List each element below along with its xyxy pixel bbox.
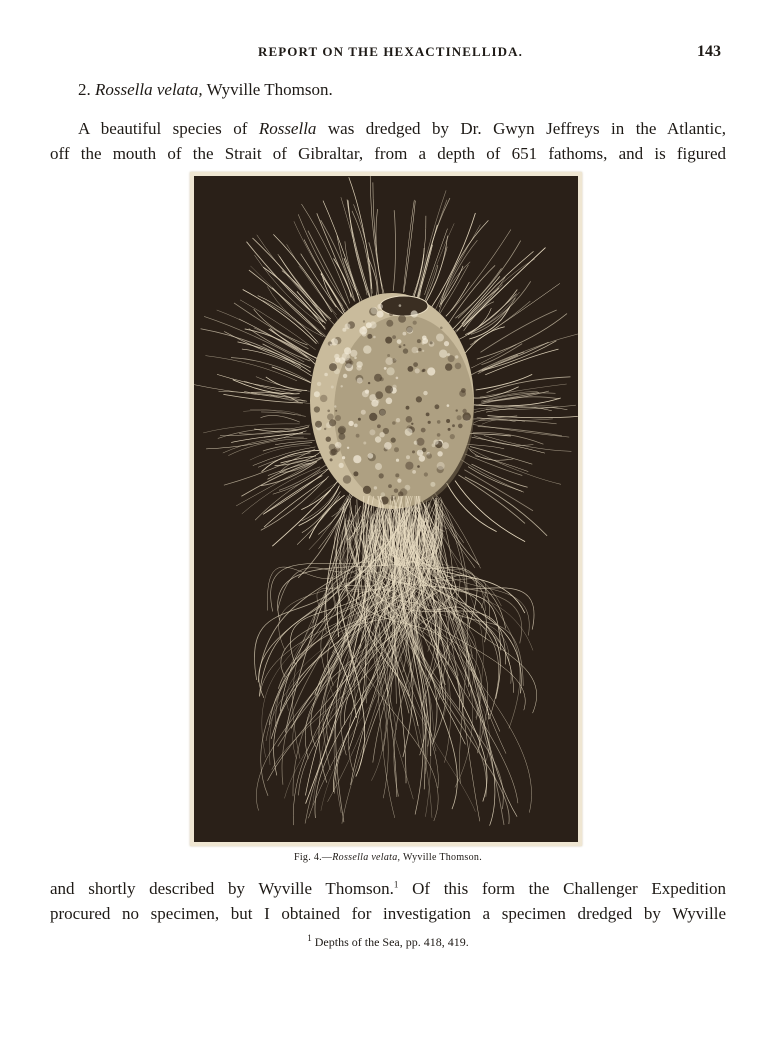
- species-heading: [78, 80, 333, 100]
- figure-caption: [0, 852, 776, 863]
- paragraph-line: procured no specimen, but I obtained for investigation a specimen dredged by Wyville: [50, 904, 726, 923]
- paragraph-continued: [50, 876, 726, 926]
- paragraph-intro: [50, 116, 726, 166]
- footnote: [0, 935, 776, 950]
- figure-rossella-velata: [190, 172, 582, 846]
- caption-species: Rossella velata,: [332, 852, 401, 863]
- caption-author: Wyville Thomson.: [402, 852, 482, 863]
- paragraph-line: off the mouth of the Strait of Gibraltar, from a depth of 651 fathoms, and is figured: [50, 144, 726, 163]
- caption-label: Fig. 4.—: [293, 852, 333, 863]
- running-head: [0, 40, 776, 68]
- text-run: Of this form the Challenger Expedition: [398, 879, 726, 898]
- text-run: and shortly described by Wyville Thomson.: [50, 879, 394, 898]
- species-author: Wyville Thomson.: [206, 80, 333, 99]
- species-name: Rossella velata,: [95, 80, 203, 99]
- running-title: REPORT ON THE HEXACTINELLIDA.: [258, 44, 524, 59]
- text-run: A beautiful species of: [78, 119, 259, 138]
- page-number: 143: [697, 43, 721, 60]
- footnote-text: Depths of the Sea, pp. 418, 419.: [311, 935, 469, 949]
- paragraph-line: [50, 876, 726, 901]
- sponge-illustration: [194, 176, 578, 842]
- genus-name: Rossella: [258, 119, 317, 138]
- paragraph-line: [50, 116, 726, 141]
- section-number: 2.: [78, 80, 91, 99]
- text-run: was dredged by Dr. Gwyn Jeffreys in the Atlantic,: [316, 119, 727, 138]
- footnote-marker: 1: [307, 933, 312, 943]
- footnote-ref: 1: [393, 879, 399, 890]
